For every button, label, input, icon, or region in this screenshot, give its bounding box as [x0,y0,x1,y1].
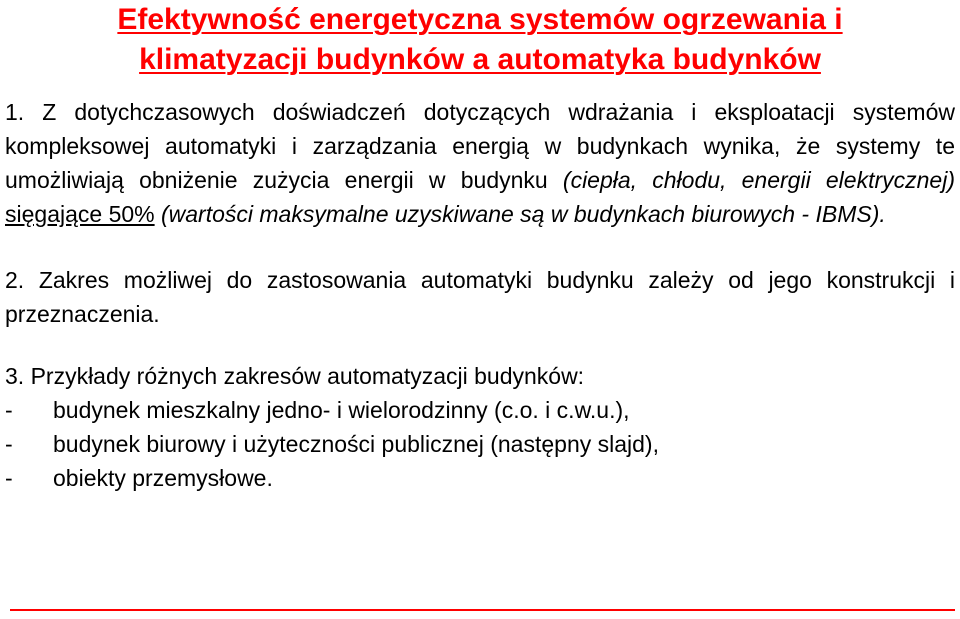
paragraph-2: 2. Zakres możliwej do zastosowania automatyki budynku zależy od jego konstrukcji i przeznaczenia. [5,267,955,327]
list-dash: - [5,431,13,457]
slide-content [5,95,955,495]
list-item [5,427,955,461]
paragraph-1-lead: 1. Z dotychczasowych doświadczeń dotyczących wdrażania i eksploatacji systemów kompleksowej automatyki i zarządzania energią w budynkach wynika, że systemy te umożliwiają obniżenie zużycia energii w budynku [5,99,955,193]
slide-title-line-1: Efektywność energetyczna systemów ogrzewania i [117,3,843,36]
list-item-text: obiekty przemysłowe. [53,465,273,491]
paragraph-1 [5,95,955,231]
bottom-divider [10,609,955,611]
paragraph-3-intro: 3. Przykłady różnych zakresów automatyzacji budynków: [5,363,585,389]
paragraph-1-energy-types: (ciepła, chłodu, energii elektrycznej) [562,167,955,193]
list-item [5,461,955,495]
list-item-text: budynek biurowy i użyteczności publicznej (następny slajd), [53,431,659,457]
slide-title [0,0,960,80]
list-item [5,393,955,427]
paragraph-1-note: (wartości maksymalne uzyskiwane są w budynkach biurowych - IBMS). [161,201,886,227]
paragraph-1-savings: sięgające 50% [5,201,155,227]
list-dash: - [5,465,13,491]
slide-title-line-2: klimatyzacji budynków a automatyka budynków [139,43,821,76]
list-item-text: budynek mieszkalny jedno- i wielorodzinny (c.o. i c.w.u.), [53,397,630,423]
list-dash: - [5,397,13,423]
